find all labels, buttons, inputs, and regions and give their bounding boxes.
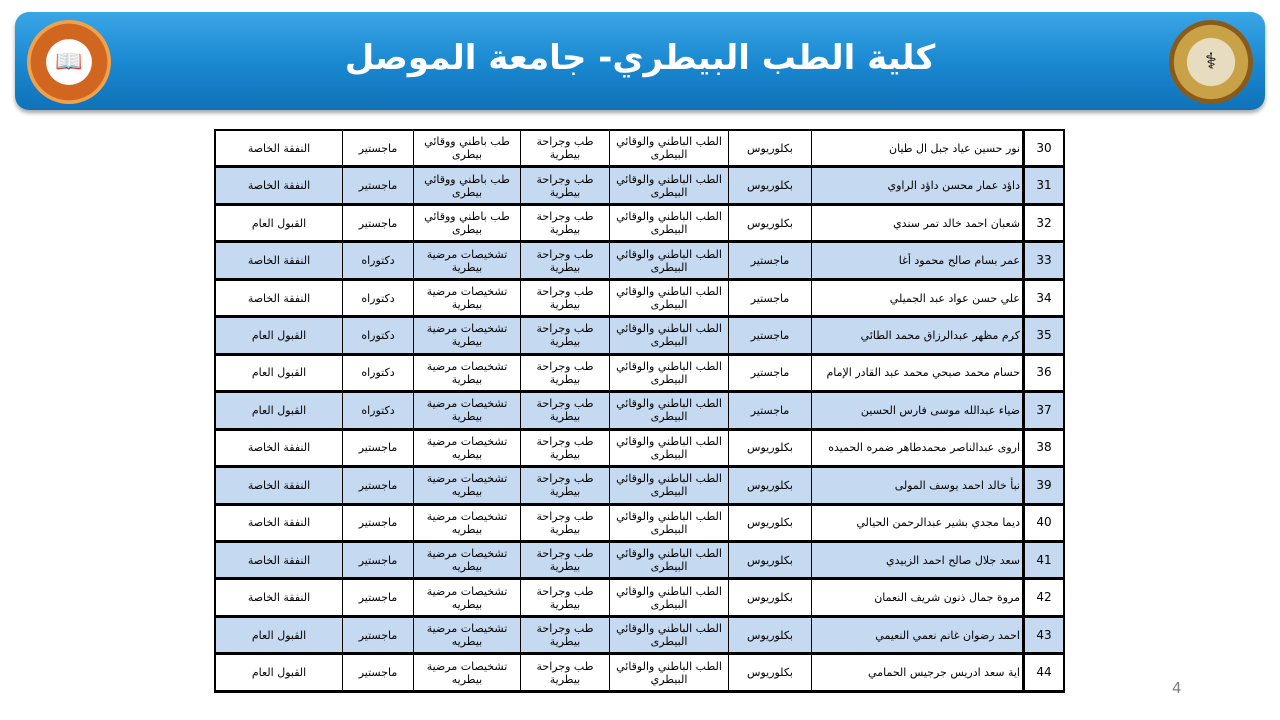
specialization-cell: طب وجراحة بيطرية bbox=[521, 541, 610, 578]
college-logo: ⚕ bbox=[1169, 20, 1253, 104]
department-cell: الطب الباطني والوقائي البيطرى bbox=[610, 242, 729, 279]
study-level-cell: ماجستير bbox=[343, 130, 414, 167]
sub-specialization-cell: طب باطني ووقائي بيطرى bbox=[414, 167, 521, 204]
sub-specialization-cell: تشخيصات مرضية بيطرية bbox=[414, 279, 521, 316]
degree-cell: بكلوريوس bbox=[729, 467, 812, 504]
page-number: 4 bbox=[1172, 679, 1182, 697]
degree-cell: ماجستير bbox=[729, 392, 812, 429]
study-level-cell: ماجستير bbox=[343, 654, 414, 692]
department-cell: الطب الباطني والوقائي البيطرى bbox=[610, 317, 729, 354]
sub-specialization-cell: تشخيصات مرضية بيطريه bbox=[414, 504, 521, 541]
study-level-cell: دكتوراه bbox=[343, 354, 414, 391]
admission-channel-cell: النفقة الخاصة bbox=[215, 541, 343, 578]
admission-channel-cell: القبول العام bbox=[215, 392, 343, 429]
degree-cell: بكلوريوس bbox=[729, 204, 812, 241]
student-name-cell: داؤد عمار محسن داؤد الراوي bbox=[812, 167, 1024, 204]
admission-channel-cell: القبول العام bbox=[215, 654, 343, 692]
admission-channel-cell: القبول العام bbox=[215, 616, 343, 653]
specialization-cell: طب وجراحة بيطرية bbox=[521, 242, 610, 279]
admission-channel-cell: القبول العام bbox=[215, 317, 343, 354]
department-cell: الطب الباطني والوقائي البيطرى bbox=[610, 354, 729, 391]
table-row bbox=[215, 167, 1064, 204]
table-row bbox=[215, 204, 1064, 241]
sub-specialization-cell: تشخيصات مرضية بيطريه bbox=[414, 616, 521, 653]
degree-cell: بكلوريوس bbox=[729, 429, 812, 466]
table-row bbox=[215, 616, 1064, 653]
table-row bbox=[215, 354, 1064, 391]
student-name-cell: سعد جلال صالح احمد الزبيدي bbox=[812, 541, 1024, 578]
degree-cell: بكلوريوس bbox=[729, 541, 812, 578]
student-name-cell: اروى عبدالناصر محمدطاهر ضمره الحميده bbox=[812, 429, 1024, 466]
specialization-cell: طب وجراحة بيطرية bbox=[521, 429, 610, 466]
study-level-cell: ماجستير bbox=[343, 541, 414, 578]
student-name-cell: ضياء عبدالله موسى فارس الحسين bbox=[812, 392, 1024, 429]
university-logo: 📖 bbox=[27, 20, 111, 104]
study-level-cell: ماجستير bbox=[343, 579, 414, 616]
table-row bbox=[215, 504, 1064, 541]
degree-cell: بكلوريوس bbox=[729, 654, 812, 692]
student-name-cell: مروة جمال ذنون شريف النعمان bbox=[812, 579, 1024, 616]
sub-specialization-cell: تشخيصات مرضية بيطريه bbox=[414, 654, 521, 692]
specialization-cell: طب وجراحة بيطرية bbox=[521, 467, 610, 504]
study-level-cell: دكتوراه bbox=[343, 317, 414, 354]
table-row bbox=[215, 541, 1064, 578]
degree-cell: ماجستير bbox=[729, 279, 812, 316]
sub-specialization-cell: تشخيصات مرضية بيطرية bbox=[414, 392, 521, 429]
study-level-cell: دكتوراه bbox=[343, 279, 414, 316]
table-row bbox=[215, 242, 1064, 279]
department-cell: الطب الباطني والوقائي البيطرى bbox=[610, 204, 729, 241]
study-level-cell: ماجستير bbox=[343, 167, 414, 204]
row-number-cell: 37 bbox=[1024, 392, 1065, 429]
row-number-cell: 30 bbox=[1024, 130, 1065, 167]
degree-cell: بكلوريوس bbox=[729, 167, 812, 204]
table-row bbox=[215, 467, 1064, 504]
specialization-cell: طب وجراحة بيطرية bbox=[521, 167, 610, 204]
study-level-cell: ماجستير bbox=[343, 467, 414, 504]
degree-cell: بكلوريوس bbox=[729, 616, 812, 653]
student-name-cell: عمر بسام صالح محمود أغا bbox=[812, 242, 1024, 279]
students-table bbox=[214, 129, 1065, 693]
degree-cell: بكلوريوس bbox=[729, 130, 812, 167]
row-number-cell: 39 bbox=[1024, 467, 1065, 504]
sub-specialization-cell: تشخيصات مرضية بيطريه bbox=[414, 541, 521, 578]
sub-specialization-cell: تشخيصات مرضية بيطرية bbox=[414, 242, 521, 279]
degree-cell: ماجستير bbox=[729, 317, 812, 354]
study-level-cell: ماجستير bbox=[343, 616, 414, 653]
page-title: كلية الطب البيطري- جامعة الموصل bbox=[344, 38, 936, 78]
row-number-cell: 32 bbox=[1024, 204, 1065, 241]
department-cell: الطب الباطني والوقائي البيطري bbox=[610, 654, 729, 692]
admission-channel-cell: النفقة الخاصة bbox=[215, 167, 343, 204]
department-cell: الطب الباطني والوقائي البيطرى bbox=[610, 167, 729, 204]
row-number-cell: 42 bbox=[1024, 579, 1065, 616]
sub-specialization-cell: تشخيصات مرضية بيطريه bbox=[414, 467, 521, 504]
student-name-cell: كرم مظهر عبدالرزاق محمد الطائي bbox=[812, 317, 1024, 354]
row-number-cell: 31 bbox=[1024, 167, 1065, 204]
study-level-cell: دكتوراه bbox=[343, 242, 414, 279]
student-name-cell: احمد رضوان غانم نعمي النعيمي bbox=[812, 616, 1024, 653]
admission-channel-cell: النفقة الخاصة bbox=[215, 279, 343, 316]
sub-specialization-cell: تشخيصات مرضية بيطرية bbox=[414, 317, 521, 354]
header-banner bbox=[15, 12, 1265, 110]
table-row bbox=[215, 317, 1064, 354]
specialization-cell: طب وجراحة بيطرية bbox=[521, 392, 610, 429]
degree-cell: ماجستير bbox=[729, 242, 812, 279]
row-number-cell: 34 bbox=[1024, 279, 1065, 316]
department-cell: الطب الباطني والوقائي البيطرى bbox=[610, 392, 729, 429]
degree-cell: بكلوريوس bbox=[729, 504, 812, 541]
specialization-cell: طب وجراحة بيطرية bbox=[521, 504, 610, 541]
degree-cell: بكلوريوس bbox=[729, 579, 812, 616]
department-cell: الطب الباطني والوقائي البيطرى bbox=[610, 130, 729, 167]
sub-specialization-cell: طب باطني ووقائي بيطرى bbox=[414, 204, 521, 241]
student-name-cell: حسام محمد صبحي محمد عبد القادر الإمام bbox=[812, 354, 1024, 391]
row-number-cell: 36 bbox=[1024, 354, 1065, 391]
admission-channel-cell: النفقة الخاصة bbox=[215, 579, 343, 616]
table-row bbox=[215, 130, 1064, 167]
row-number-cell: 38 bbox=[1024, 429, 1065, 466]
row-number-cell: 44 bbox=[1024, 654, 1065, 692]
admission-channel-cell: النفقة الخاصة bbox=[215, 130, 343, 167]
table-row bbox=[215, 654, 1064, 692]
specialization-cell: طب وجراحة بيطرية bbox=[521, 279, 610, 316]
admission-channel-cell: النفقة الخاصة bbox=[215, 429, 343, 466]
study-level-cell: دكتوراه bbox=[343, 392, 414, 429]
study-level-cell: ماجستير bbox=[343, 429, 414, 466]
sub-specialization-cell: تشخيصات مرضية بيطريه bbox=[414, 429, 521, 466]
table-row bbox=[215, 579, 1064, 616]
study-level-cell: ماجستير bbox=[343, 204, 414, 241]
department-cell: الطب الباطني والوقائي البيطرى bbox=[610, 504, 729, 541]
student-name-cell: نور حسين عياد جبل ال طيان bbox=[812, 130, 1024, 167]
row-number-cell: 40 bbox=[1024, 504, 1065, 541]
department-cell: الطب الباطني والوقائي البيطرى bbox=[610, 429, 729, 466]
table-row bbox=[215, 429, 1064, 466]
row-number-cell: 33 bbox=[1024, 242, 1065, 279]
student-name-cell: شعبان احمد خالد تمر سندي bbox=[812, 204, 1024, 241]
admission-channel-cell: النفقة الخاصة bbox=[215, 467, 343, 504]
specialization-cell: طب وجراحة بيطرية bbox=[521, 579, 610, 616]
department-cell: الطب الباطني والوقائي البيطرى bbox=[610, 467, 729, 504]
row-number-cell: 35 bbox=[1024, 317, 1065, 354]
specialization-cell: طب وجراحة بيطرية bbox=[521, 354, 610, 391]
table-row bbox=[215, 279, 1064, 316]
specialization-cell: طب وجراحة بيطرية bbox=[521, 317, 610, 354]
department-cell: الطب الباطني والوقائي البيطرى bbox=[610, 579, 729, 616]
department-cell: الطب الباطني والوقائي البيطرى bbox=[610, 616, 729, 653]
admission-channel-cell: القبول العام bbox=[215, 204, 343, 241]
specialization-cell: طب وجراحة بيطرية bbox=[521, 654, 610, 692]
sub-specialization-cell: تشخيصات مرضية بيطرية bbox=[414, 354, 521, 391]
sub-specialization-cell: طب باطني ووقائي بيطرى bbox=[414, 130, 521, 167]
student-name-cell: ديما مجدي بشير عبدالرحمن الحيالي bbox=[812, 504, 1024, 541]
study-level-cell: ماجستير bbox=[343, 504, 414, 541]
table-row bbox=[215, 392, 1064, 429]
admission-channel-cell: النفقة الخاصة bbox=[215, 242, 343, 279]
department-cell: الطب الباطني والوقائي البيطرى bbox=[610, 541, 729, 578]
admission-channel-cell: النفقة الخاصة bbox=[215, 504, 343, 541]
student-name-cell: نبأ خالد احمد يوسف المولى bbox=[812, 467, 1024, 504]
specialization-cell: طب وجراحة بيطرية bbox=[521, 130, 610, 167]
specialization-cell: طب وجراحة بيطرية bbox=[521, 616, 610, 653]
student-name-cell: اية سعد ادريس جرجيس الحمامي bbox=[812, 654, 1024, 692]
department-cell: الطب الباطني والوقائي البيطرى bbox=[610, 279, 729, 316]
specialization-cell: طب وجراحة بيطرية bbox=[521, 204, 610, 241]
row-number-cell: 43 bbox=[1024, 616, 1065, 653]
degree-cell: ماجستير bbox=[729, 354, 812, 391]
student-name-cell: علي حسن عواد عبد الجميلي bbox=[812, 279, 1024, 316]
sub-specialization-cell: تشخيصات مرضية بيطريه bbox=[414, 579, 521, 616]
admission-channel-cell: القبول العام bbox=[215, 354, 343, 391]
row-number-cell: 41 bbox=[1024, 541, 1065, 578]
